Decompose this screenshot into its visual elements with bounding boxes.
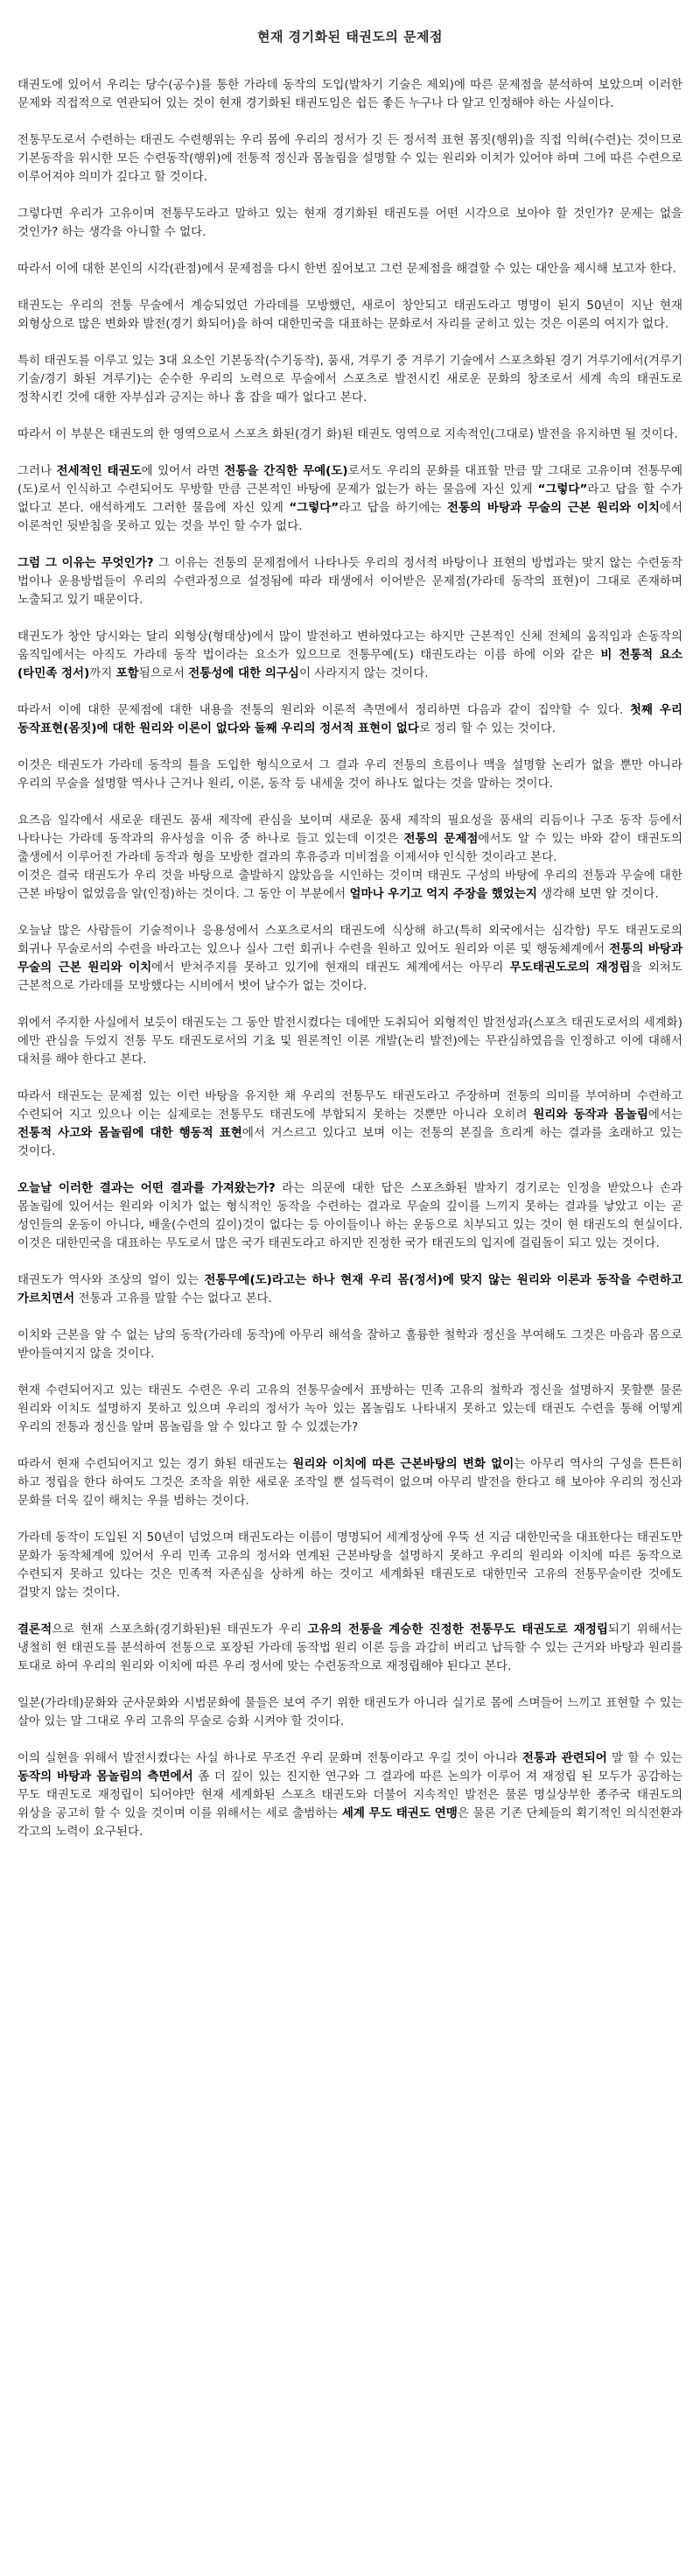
document-title: 현재 경기화된 태권도의 문제점 (256, 29, 444, 45)
bold-text: 동작의 바탕과 몸놀림의 측면에서 (18, 1770, 193, 1784)
bold-text: 세계 무도 태권도 연맹 (341, 1806, 458, 1820)
bold-text: 첫째 우리 동작표현(몸짓)에 대한 원리와 이론이 없다와 둘째 우리의 정서적 표현이 없다 (18, 703, 682, 735)
text-run: 태권도가 창안 당시와는 달리 외형상(형태상)에서 많이 발전하고 변하였다고는 하지만 근본적인 신체 전체의 움직임과 손동작의 움직임에서는 아직도 가라데 동작 법이라는 요소가 있으므로 전통무예(도) 태권도라는 이름 하에 이와 같은 (18, 630, 682, 662)
text-run: 전통무도로서 수련하는 태권도 수련행위는 우리 몸에 우리의 정서가 깃 든 정서적 표현 몸짓(행위)을 직접 익혀(수련)는 것이므로 기본동작을 위시한 모든 수련동작(행위)에 전통적 정신과 몸놀림을 설명할 수 있는 원리와 이치가 있어야 하며 그에 따른 수련으로 이루어져야 의미가 깊다고 할 것이다. (18, 133, 682, 184)
text-run: 에서 받쳐주지를 못하고 있기에 현재의 태권도 체계에서는 아무리 (151, 961, 510, 975)
text-run: 은 물론 기존 단체들의 획기적인 의식전환과 각고의 노력이 요구된다. (18, 1806, 683, 1839)
paragraph (18, 757, 682, 793)
paragraph (18, 1179, 682, 1253)
text-run: 따라서 현재 수련되어지고 있는 경기 화된 태권도는 (18, 1457, 293, 1471)
paragraph (18, 260, 682, 278)
text-run: 그렇다면 우리가 고유이며 전통무도라고 말하고 있는 현재 경기화된 태권도를 어떤 시각으로 보아야 할 것인가? 문제는 없을 것인가? 하는 생각을 아니할 수 없다. (18, 207, 682, 239)
text-run: 에서는 (648, 1108, 683, 1122)
paragraph (18, 205, 682, 242)
bold-text: 고유의 전통을 계승한 진정한 전통무도 태권도로 재정립 (307, 1622, 608, 1636)
bold-text: 전통무예(도)라고는 하나 현재 우리 몸(정서)에 맞지 않는 원리와 이론과 동작을 수련하고 가르치면서 (18, 1273, 682, 1306)
bold-text: 전통적 사고와 몸놀림에 대한 행동적 표현 (18, 1126, 242, 1140)
bold-text: 오늘날 이러한 결과는 어떤 결과를 가져왔는가? (18, 1181, 276, 1195)
text-run: 그러나 (18, 464, 57, 478)
text-run: 에서도 알 수 있는 바와 같이 태권도의 출생에서 이루어진 가라데 동작과 형을 모방한 결과의 후유증과 미비점을 이제서야 인식한 것이라고 본다. (18, 832, 682, 864)
text-run: 따라서 이 부분은 태권도의 한 영역으로서 스포츠 화된(경기 화)된 태권도 영역으로 지속적인(그대로) 발전을 유지하면 될 것이다. (18, 427, 678, 441)
paragraph (18, 628, 682, 683)
text-run: 까지 (89, 666, 116, 680)
text-run: 는 아무리 역사의 구성을 튼튼히 하고 정립을 한다 하여도 그것은 조작을 위한 새로운 조작일 뿐 설득력이 없으며 아무리 발전을 한다고 해 보아야 우리의 정신과 문화를 더욱 깊이 해치는 우를 범하는 것이다. (18, 1457, 682, 1508)
paragraph (18, 131, 682, 187)
paragraph (18, 1382, 682, 1437)
text-run: 에서 이론적인 뒷받침을 못하고 있는 것을 부인 할 수가 없다. (18, 501, 683, 533)
bold-text: 결론적 (18, 1622, 52, 1636)
text-run: 태권도가 역사와 조상의 얼이 있는 (18, 1273, 205, 1287)
text-run: 이치와 근본을 알 수 없는 남의 동작(가라데 동작)에 아무리 해석을 잘하고 훌륭한 철학과 정신을 부여해도 그것은 마음과 몸으로 받아들여지지 않을 것이다. (18, 1328, 682, 1361)
text-run: 위에서 주지한 사실에서 보듯이 태권도는 그 동안 발전시켰다는 데에만 도취되어 외형적인 발전성과(스포츠 태권도로서의 세계화)에만 관심을 두었지 전통 무도 태권도로서의 기초 및 원론적인 이론 개발(논리 발전)에는 무관심하였음을 인정하고 이에 대해서 대처를 해야 한다고 본다. (18, 1016, 682, 1066)
paragraph (18, 1327, 682, 1363)
paragraph (18, 554, 682, 609)
text-run: 태권도에 있어서 우리는 당수(공수)를 통한 가라데 동작의 도입(발차기 기술은 제외)에 따른 문제점을 분석하여 보았으며 이러한 문제와 직접적으로 연관되어 있는 것이 현재 경기화된 태권도임은 쉽든 좋든 누구나 다 알고 인정해야 하는 사실이다. (18, 78, 682, 110)
text-run: 라고 답을 할 수가 없다고 본다. 애석하게도 그러한 물음에 자신 있게 (18, 482, 682, 515)
text-run: 되기 위해서는 냉철히 현 태권도를 분석하여 전통으로 포장된 가라데 동작법 원리 이론 등을 과감히 버리고 납득할 수 있는 근거와 바탕과 원리를 토대로 하여 우리의 원리와 이치에 따른 우리 정서에 맞는 수련동작으로 재정립해야 된다고 본다. (18, 1622, 682, 1673)
text-run: 로서도 우리의 문화를 대표할 만큼 말 그대로 고유이며 전통무예(도)로서 인식하고 수련되어도 무방할 만큼 근본적인 바탕에 문제가 없는가 하는 물음에 자신 있게 (18, 464, 682, 496)
bold-text: 전통과 관련되어 (522, 1751, 607, 1765)
bold-text: 무도태권도로의 재정립 (509, 961, 631, 975)
bold-text: 원리와 이치에 따른 근본바탕의 변화 없이 (292, 1457, 514, 1471)
paragraph (18, 297, 682, 334)
text-run: 생각해 보면 알 것이다. (536, 887, 659, 901)
text-run: 라고 답을 하기에는 (339, 501, 447, 515)
text-run: 이 사라지지 않는 것이다. (298, 666, 429, 680)
text-run: 태권도는 우리의 전통 무술에서 계승되었던 가라데를 모방했던, 새로이 창안되고 태권도라고 명명이 된지 50년이 지난 현재 외형상으로 많은 변화와 발전(경기 화되어)을 하여 대한민국을 대표하는 문화로서 자리를 굳히고 있는 것은 이론의 여지가 없다. (18, 299, 682, 331)
paragraph (18, 1749, 682, 1841)
paragraph (18, 1014, 682, 1069)
text-run: 이의 실현을 위해서 발전시켰다는 사실 하나로 무조건 우리 문화며 전통이라고 우길 것이 아니라 (18, 1751, 522, 1765)
paragraph (18, 426, 682, 444)
text-run: 현재 수련되어지고 있는 태권도 수련은 우리 고유의 전통무술에서 표방하는 민족 고유의 철학과 정신을 설명하지 못할뿐 물론 원리와 이치도 설명하지 못하고 있으며 우리의 정서가 녹아 있는 몸놀림도 나타내지 못하고 있는데 태권도 수련을 통해 어떻게 우리의 전통과 정신을 알며 몸놀림을 알 수 있다고 할 수 있겠는가? (18, 1383, 682, 1434)
text-run: 그 이유는 전통의 문제점에서 나타나듯 우리의 정서적 바탕이나 표현의 방법과는 맞지 않는 수련동작 법이나 운용방법들이 우리의 수련과정으로 설정됨에 따라 태생에서 이어받은 문제점(가라데 동작의 표현)이 그대로 존재하며 노출되고 있기 때문이다. (18, 556, 683, 607)
text-run: 이것은 결국 태권도가 우리 것을 바탕으로 출발하지 않았음을 시인하는 것이며 태권도 구성의 바탕에 우리의 전통과 무술에 대한 근본 바탕이 없었음을 알(인정)하는 것이다. 그 동안 이 부분에서 (18, 869, 682, 901)
bold-text: 비 전통적 요소(타민족 정서) (18, 648, 682, 680)
paragraph (18, 812, 682, 904)
text-run: 이것은 태권도가 가라데 동작의 틀을 도입한 형식으로서 그 결과 우리 전통의 흐름이나 맥을 설명할 논리가 없을 뿐만 아니라 우리의 무술을 설명할 역사나 근거나 원리, 이론, 동작 등 내세울 것이 하나도 없다는 것을 말하는 것이다. (18, 758, 682, 791)
bold-text: 전통의 바탕과 무술의 근본 원리와 이치 (446, 501, 660, 515)
text-run: 오늘날 많은 사람들이 기술적이나 응용성에서 스포츠로서의 태권도에 식상해 하고(특히 외국에서는 심각함) 무도 태권도로의 회귀나 무술로서의 수련을 바라고는 있으나 실사 그런 회귀나 수련을 원하고 있어도 원리와 이론 및 행동체계에서 (18, 924, 682, 956)
text-run: 으로 현재 스포츠화(경기화된)된 태권도가 우리 (52, 1622, 308, 1636)
text-run: 따라서 이에 대한 본인의 시각(관점)에서 문제점을 다시 한번 짚어보고 그런 문제점을 해결할 수 있는 대안을 제시해 보고자 한다. (18, 262, 676, 276)
paragraph (18, 922, 682, 996)
bold-text: 포함 (116, 666, 139, 680)
text-run: 에 있어서 라면 (141, 464, 225, 478)
text-run: 라는 의문에 대한 답은 스포츠화된 발차기 경기로는 인정을 받았으나 손과 몸놀림에 있어서는 원리와 이치가 없는 형식적인 동작을 수련하는 결과로 무술의 깊이를 느끼지 못하는 결과를 낳았고 이는 곧 성인들의 운동이 아니다, 배울(수련의 깊이)것이 없다는 등 아이들이나 하는 운동으로 치부되고 있는 것이 현 태권도의 현실이다. 이것은 대한민국을 대표하는 무도로서 많은 국가 태권도라고 하지만 진정한 국가 태권도의 입지에 걸림돌이 되고 있는 것이다. (18, 1181, 682, 1250)
text-run: 에서 거스르고 있다고 보며 이는 전통의 본질을 흐리게 하는 결과를 초래하고 있는 것이다. (18, 1126, 682, 1158)
paragraph (18, 76, 682, 113)
text-run: 됨으로서 (138, 666, 189, 680)
text-run: 특히 태권도를 이루고 있는 3대 요소인 기본동작(수기동작), 품새, 겨루기 중 겨루기 기술에서 스포츠화된 경기 겨루기에서(겨루기 기술/경기 화된 겨루기)는 순수한 우리의 노력으로 무술에서 스포츠로 발전시킨 새로운 문화의 창조로서 세계 속의 태권도로 정착시킨 것에 대한 자부심과 긍지는 하나 흠 잡을 때가 없다고 본다. (18, 354, 682, 405)
text-run: 따라서 이에 대한 문제점에 대한 내용을 전통의 원리와 이론적 측면에서 정리하면 다음과 같이 집약할 수 있다. (18, 703, 630, 717)
paragraph (18, 462, 682, 536)
document-body (18, 76, 682, 1841)
bold-text: 전통성에 대한 의구심 (188, 666, 299, 680)
bold-text: 전통의 바탕과 무술의 근본 원리와 이치 (18, 942, 682, 975)
bold-text: “그렇다” (537, 482, 588, 496)
paragraph (18, 352, 682, 407)
text-run: 전통과 고유를 말할 수는 없다고 본다. (74, 1292, 272, 1306)
bold-text: 전세적인 태권도 (56, 464, 142, 478)
text-run: 말 할 수 있는 (606, 1751, 682, 1765)
text-run: 로 정리 할 수 있는 것이다. (418, 721, 556, 735)
bold-text: 전통의 문제점 (403, 832, 479, 846)
paragraph (18, 1087, 682, 1161)
bold-text: “그렇다” (289, 501, 340, 515)
bold-text: 전통을 간직한 무예(도) (224, 464, 348, 478)
paragraph (18, 701, 682, 738)
text-run: 따라서 태권도는 문제점 있는 이런 바탕을 유지한 채 우리의 전통무도 태권도라고 주장하며 전통의 의미를 부여하며 수련하고 수련되어 지고 있으나 이는 실제로는 전통무도 태권도에 부합되지 못하는 것뿐만 아니라 오히려 (18, 1089, 682, 1122)
text-run: 가라데 동작이 도입된 지 50년이 넘었으며 태권도라는 이름이 명명되어 세계정상에 우뚝 선 지금 대한민국을 대표한다는 태권도만 문화가 동작체계에 있어서 우리 민족 고유의 정서와 연계된 근본바탕을 설명하지 못하고 우리의 원리와 이치에 따른 동작으로 수련되지 못하고 있다는 것은 민족적 자존심을 상하게 하는 것이고 세계화된 태권도로 대한민국 고유의 전통무술이란 것에도 걸맞지 않는 것이다. (18, 1531, 682, 1600)
bold-text: 그럼 그 이유는 무엇인가? (18, 556, 154, 570)
bold-text: 얼마나 우기고 억지 주장을 했었는지 (349, 887, 537, 901)
paragraph (18, 1621, 682, 1676)
text-run: 일본(가라데)문화와 군사문화와 시범문화에 물들은 보여 주기 위한 태권도가 아니라 실기로 몸에 스며들어 느끼고 표현할 수 있는 살아 있는 말 그대로 우리 고유의 무술로 승화 시켜야 할 것이다. (18, 1696, 682, 1728)
paragraph (18, 1529, 682, 1602)
text-run: 요즈음 일각에서 새로운 태권도 품새 제작에 관심을 보이며 새로운 품새 제작의 필요성을 품새의 리듬이나 구조 동작 등에서 나타나는 가라데 동작과의 유사성을 이유 중 하나로 들고 있는데 이것은 (18, 813, 682, 846)
bold-text: 원리와 동작과 몸놀림 (533, 1108, 648, 1122)
paragraph (18, 1271, 682, 1308)
text-run: 좀 더 깊이 있는 진지한 연구와 그 결과에 따른 논의가 이루어 져 재정립 된 모두가 공감하는 무도 태권도로 재정립이 되어야만 현재 세계화된 스포츠 태권도와 더불어 지속적인 발전은 물론 명실상부한 종주국 태권도의 위상을 공고히 할 수 있을 것이며 이를 위해서는 세로 출범하는 (18, 1770, 682, 1820)
text-run: 을 외쳐도 근본적으로 가라데를 모방했다는 시비에서 벗어 날수가 없는 것이다. (18, 961, 682, 993)
paragraph (18, 1455, 682, 1510)
paragraph (18, 1694, 682, 1731)
